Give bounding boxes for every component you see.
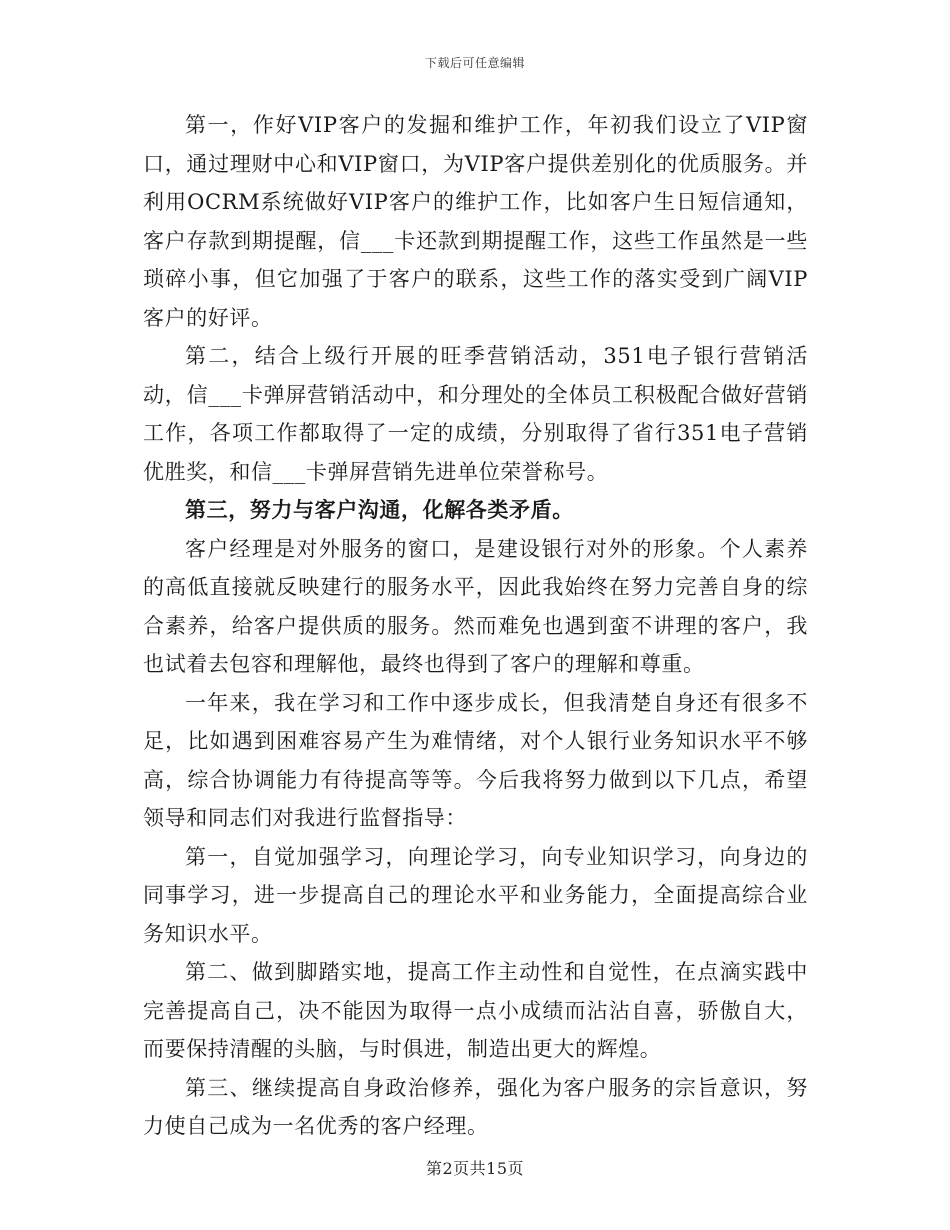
page-header-note: 下载后可任意编辑 (424, 56, 525, 70)
section-heading-customer-communication: 第三，努力与客户沟通，化解各类矛盾。 (185, 497, 574, 522)
paragraph-vip-customers: 第一，作好VIP客户的发掘和维护工作，年初我们设立了VIP窗口，通过理财中心和VIP窗口，为VIP客户提供差别化的优质服务。并利用OCRM系统做好VIP客户的维护工作，比如客户生日短信通知，客户存款到期提醒，信___卡还款到期提醒工作，这些工作虽然是一些琐碎小事，但它加强了于客户的联系，这些工作的落实受到广阔VIP客户的好评。 (143, 113, 808, 330)
paragraph-plan-practice: 第二、做到脚踏实地，提高工作主动性和自觉性，在点滴实践中完善提高自己，决不能因为取得一点小成绩而沾沾自喜，骄傲自大，而要保持清醒的头脑，与时俱进，制造出更大的辉煌。 (143, 960, 808, 1061)
paragraph-service-window: 客户经理是对外服务的窗口，是建设银行对外的形象。个人素养的高低直接就反映建行的服务水平，因此我始终在努力完善自身的综合素养，给客户提供质的服务。然而难免也遇到蛮不讲理的客户，我也试着去包容和理解他，最终也得到了客户的理解和尊重。 (143, 536, 808, 676)
paragraph-year-review: 一年来，我在学习和工作中逐步成长，但我清楚自身还有很多不足，比如遇到困难容易产生为难情绪，对个人银行业务知识水平不够高，综合协调能力有待提高等等。今后我将努力做到以下几点，希望领导和同志们对我进行监督指导： (143, 690, 808, 830)
paragraph-plan-study: 第一，自觉加强学习，向理论学习，向专业知识学习，向身边的同事学习，进一步提高自己的理论水平和业务能力，全面提高综合业务知识水平。 (143, 844, 808, 946)
paragraph-plan-political: 第三、继续提高自身政治修养，强化为客户服务的宗旨意识，努力使自己成为一名优秀的客户经理。 (143, 1075, 808, 1138)
document-body (143, 106, 808, 1146)
paragraph-marketing-activities: 第二，结合上级行开展的旺季营销活动，351电子银行营销活动，信___卡弹屏营销活动中，和分理处的全体员工积极配合做好营销工作，各项工作都取得了一定的成绩，分别取得了省行351电子营销优胜奖，和信___卡弹屏营销先进单位荣誉称号。 (143, 344, 808, 484)
page-number: 第2页共15页 (425, 1159, 525, 1178)
